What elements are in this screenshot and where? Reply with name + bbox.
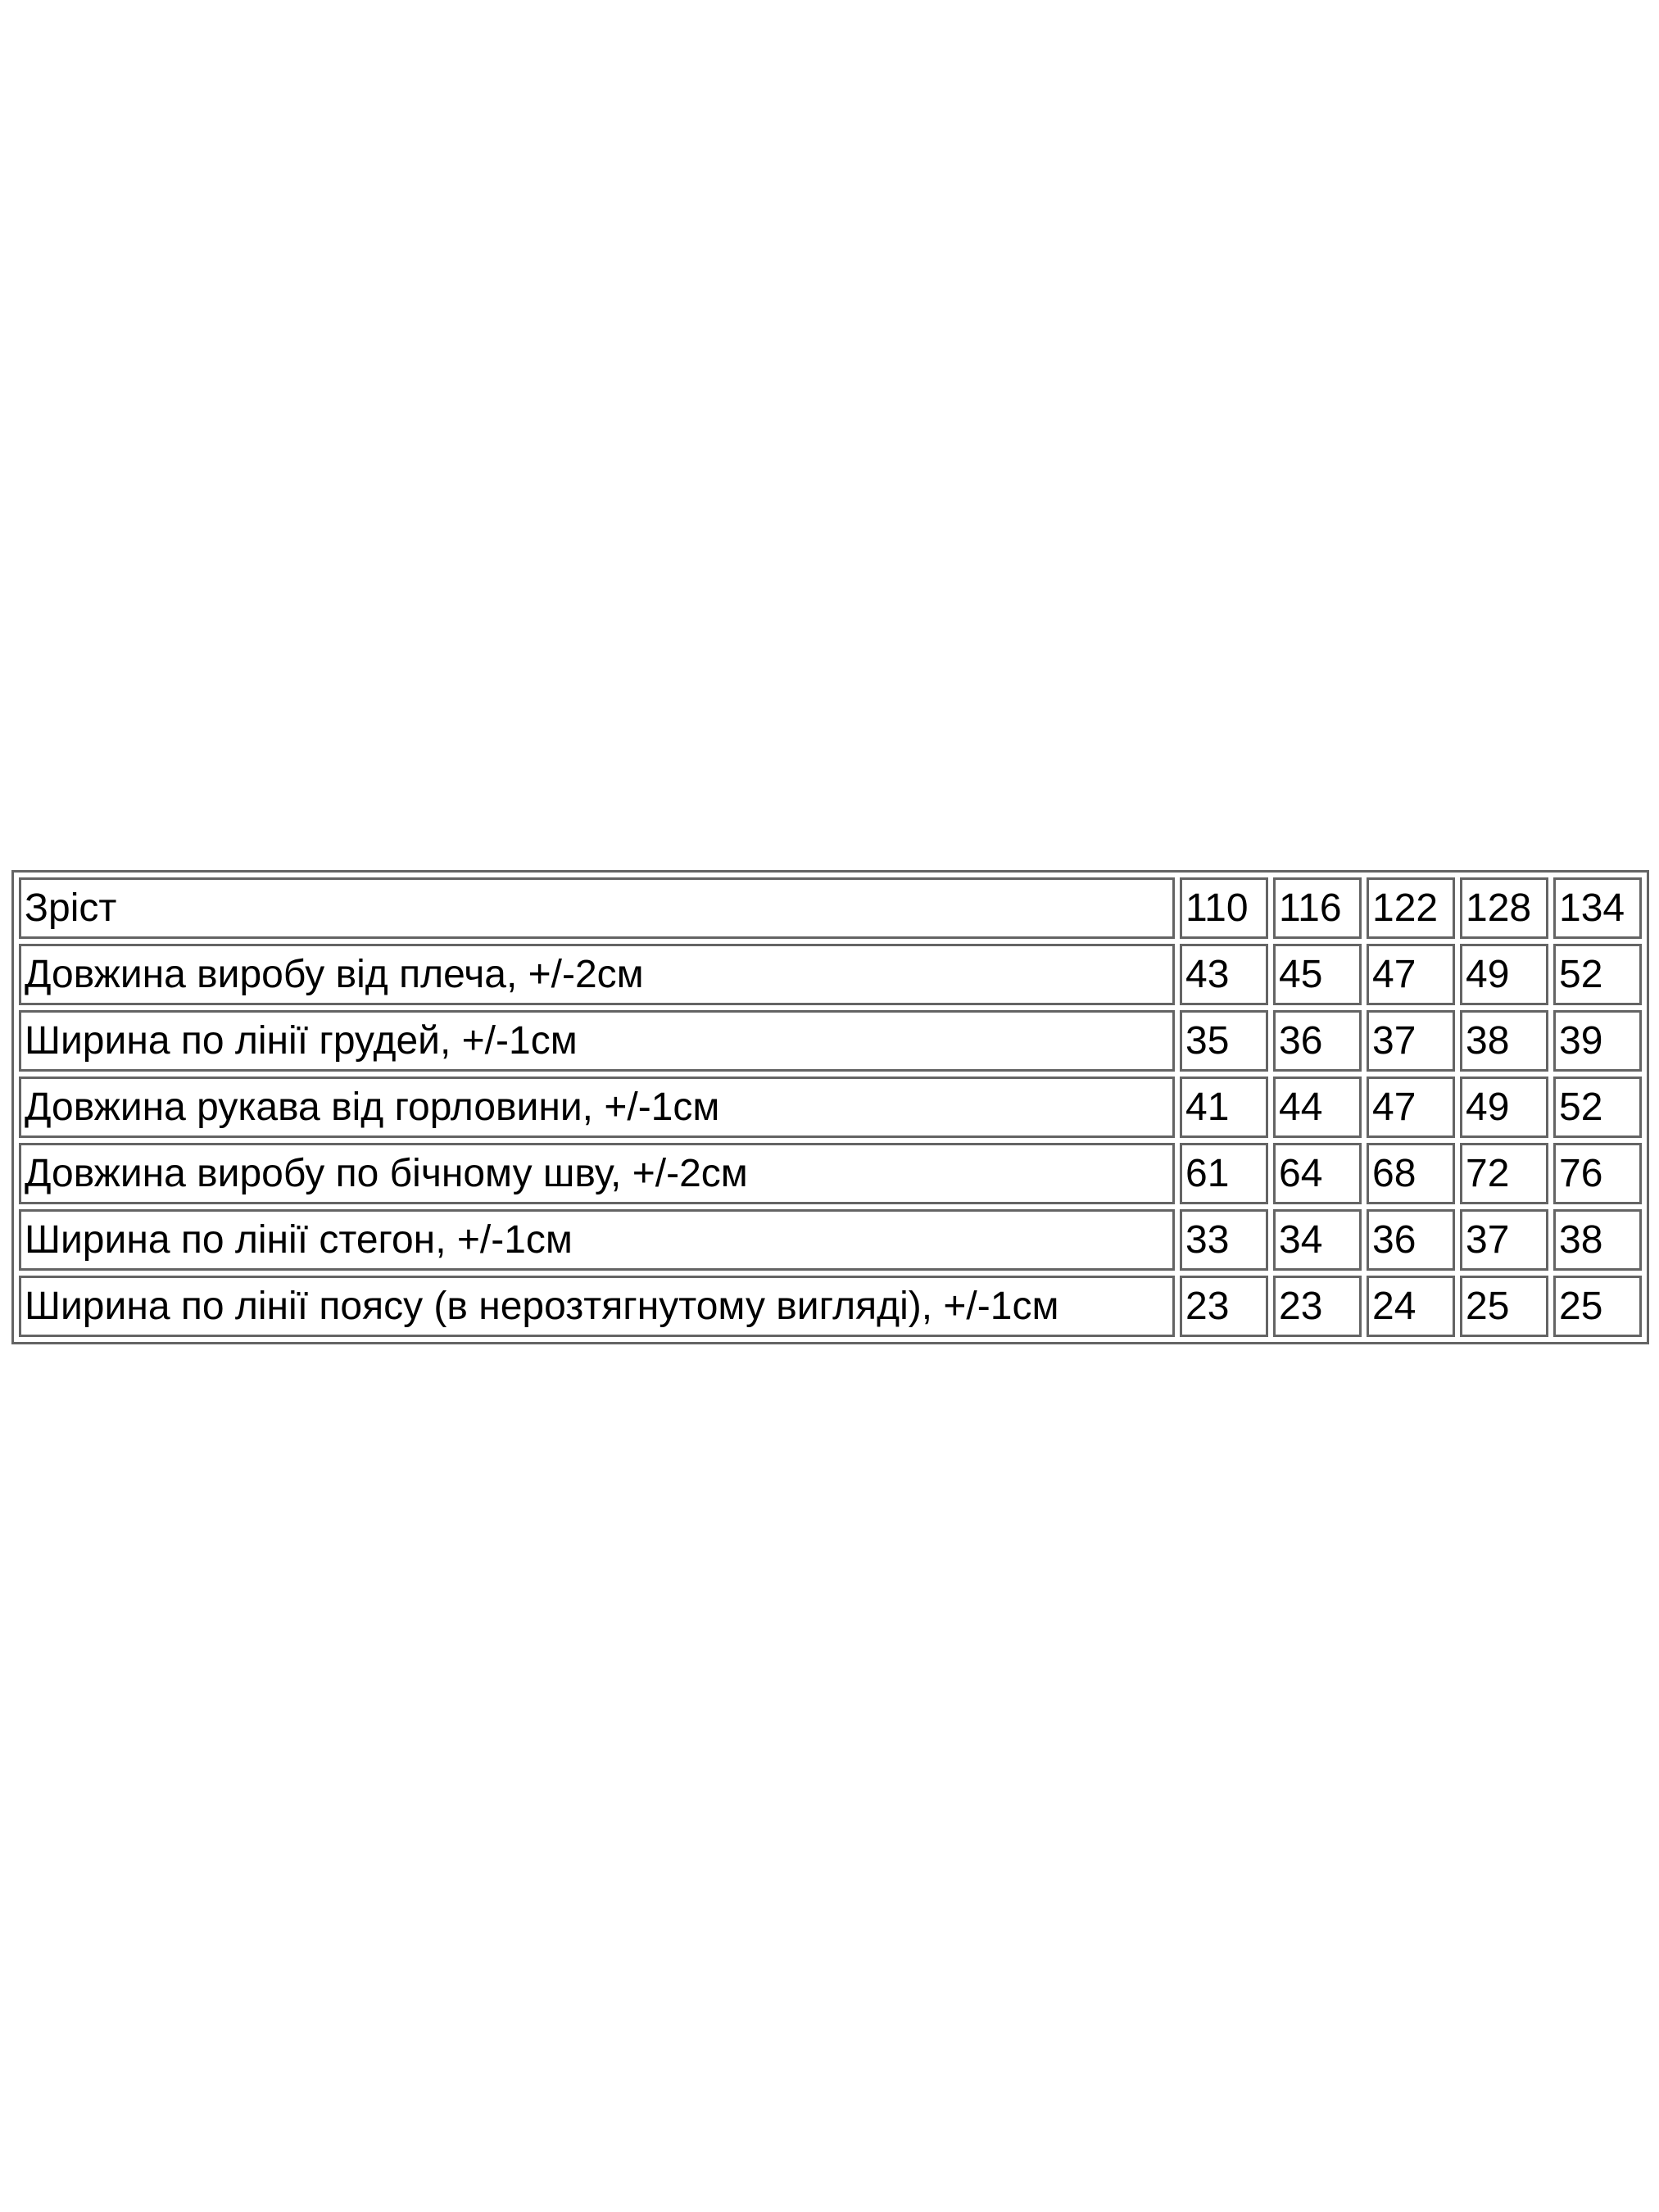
size-table-row bbox=[19, 1010, 1642, 1072]
measurement-value-cell: 43 bbox=[1180, 944, 1268, 1005]
measurement-label-cell: Довжина виробу від плеча, +/-2см bbox=[19, 944, 1175, 1005]
measurement-value-cell: 24 bbox=[1367, 1276, 1455, 1337]
measurement-value-cell: 52 bbox=[1553, 944, 1642, 1005]
measurement-value-cell: 68 bbox=[1367, 1143, 1455, 1204]
header-label-cell: Зріст bbox=[19, 877, 1175, 939]
measurement-label-cell: Ширина по лінії стегон, +/-1см bbox=[19, 1209, 1175, 1271]
measurement-value-cell: 34 bbox=[1273, 1209, 1362, 1271]
size-table-row bbox=[19, 1276, 1642, 1337]
measurement-value-cell: 64 bbox=[1273, 1143, 1362, 1204]
measurement-value-cell: 23 bbox=[1180, 1276, 1268, 1337]
measurement-value-cell: 25 bbox=[1553, 1276, 1642, 1337]
measurement-value-cell: 36 bbox=[1367, 1209, 1455, 1271]
measurement-value-cell: 72 bbox=[1460, 1143, 1548, 1204]
measurement-label-cell: Ширина по лінії грудей, +/-1см bbox=[19, 1010, 1175, 1072]
measurement-value-cell: 76 bbox=[1553, 1143, 1642, 1204]
header-size-cell: 122 bbox=[1367, 877, 1455, 939]
measurement-value-cell: 37 bbox=[1460, 1209, 1548, 1271]
measurement-value-cell: 33 bbox=[1180, 1209, 1268, 1271]
measurement-value-cell: 52 bbox=[1553, 1077, 1642, 1138]
measurement-value-cell: 47 bbox=[1367, 1077, 1455, 1138]
measurement-value-cell: 36 bbox=[1273, 1010, 1362, 1072]
measurement-value-cell: 44 bbox=[1273, 1077, 1362, 1138]
measurement-value-cell: 23 bbox=[1273, 1276, 1362, 1337]
header-size-cell: 110 bbox=[1180, 877, 1268, 939]
measurement-value-cell: 25 bbox=[1460, 1276, 1548, 1337]
measurement-value-cell: 39 bbox=[1553, 1010, 1642, 1072]
header-size-cell: 128 bbox=[1460, 877, 1548, 939]
header-size-cell: 134 bbox=[1553, 877, 1642, 939]
measurement-label-cell: Довжина виробу по бічному шву, +/-2см bbox=[19, 1143, 1175, 1204]
measurement-value-cell: 47 bbox=[1367, 944, 1455, 1005]
measurement-value-cell: 49 bbox=[1460, 944, 1548, 1005]
measurement-value-cell: 37 bbox=[1367, 1010, 1455, 1072]
header-size-cell: 116 bbox=[1273, 877, 1362, 939]
measurement-value-cell: 45 bbox=[1273, 944, 1362, 1005]
measurement-value-cell: 49 bbox=[1460, 1077, 1548, 1138]
size-table-row bbox=[19, 944, 1642, 1005]
measurement-value-cell: 41 bbox=[1180, 1077, 1268, 1138]
measurement-label-cell: Ширина по лінії поясу (в нерозтягнутому вигляді), +/-1см bbox=[19, 1276, 1175, 1337]
measurement-label-cell: Довжина рукава від горловини, +/-1см bbox=[19, 1077, 1175, 1138]
measurement-value-cell: 38 bbox=[1460, 1010, 1548, 1072]
size-table-row bbox=[19, 1077, 1642, 1138]
size-table-row bbox=[19, 1143, 1642, 1204]
size-table-header-row bbox=[19, 877, 1642, 939]
size-chart-table bbox=[11, 870, 1649, 1344]
measurement-value-cell: 35 bbox=[1180, 1010, 1268, 1072]
size-table-row bbox=[19, 1209, 1642, 1271]
measurement-value-cell: 61 bbox=[1180, 1143, 1268, 1204]
measurement-value-cell: 38 bbox=[1553, 1209, 1642, 1271]
